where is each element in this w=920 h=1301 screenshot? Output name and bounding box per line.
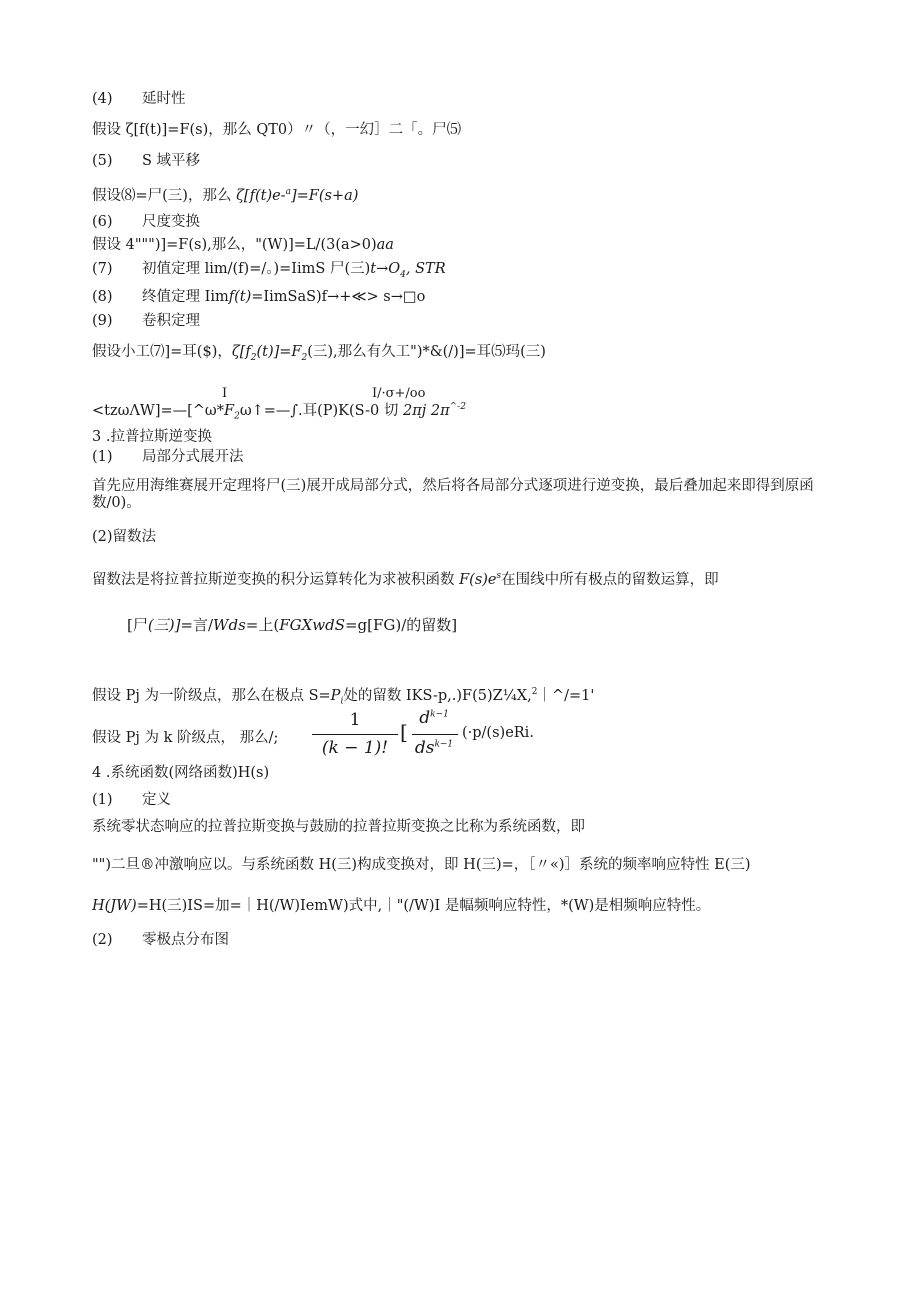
formula-text: ω↑=—∫.耳(P)K(S-0 切: [239, 402, 403, 419]
section-number: (9): [92, 313, 113, 329]
section-6-heading: [92, 213, 200, 231]
impulse-response-line: "")二旦®冲激响应以。与系统函数 H(三)构成变换对，即 H(三)=，［〃«)］系统的频率响应特性 E(三): [92, 857, 751, 873]
section-5-heading: [92, 152, 200, 170]
section-number: (6): [92, 214, 113, 230]
formula-text: F: [224, 402, 235, 419]
residue-formula: [127, 616, 457, 634]
section-title: 延时性: [142, 91, 186, 107]
formula-text: , STR: [405, 261, 446, 277]
formula-text: [尸: [127, 616, 148, 634]
subsection-4-1-heading: [92, 791, 171, 809]
formula-text: 处的留数 IKS-p,.)F(5)Z¼X,: [343, 687, 532, 704]
section-4-heading: [92, 90, 186, 108]
formula-text: 初值定理 lim/(f)=/。)=IimS 尸(三): [142, 261, 371, 277]
subsection-4-2-heading: [92, 931, 229, 949]
definition-paragraph: 系统零状态响应的拉普拉斯变换与鼓励的拉普拉斯变换之比称为系统函数，即: [92, 819, 585, 835]
formula-text: H(JW): [92, 898, 137, 914]
fraction-bar: [412, 734, 458, 735]
formula-text: 假设 ζ[f(t)]=F(s)，那么 QT0）〃（，一幻］二「。尸⑸: [92, 122, 462, 138]
formula-text: (三),那么有久工")*&(/)]=耳⑸玛(三): [307, 344, 546, 360]
formula-text: =g[FG)/的留数]: [344, 616, 458, 634]
section-number: (1): [92, 449, 113, 465]
section-number: (5): [92, 153, 113, 169]
formula-sup: k−1: [430, 709, 449, 720]
fraction-numerator: 1: [349, 710, 361, 730]
derivative-denominator: [412, 738, 456, 758]
section-title: S 域平移: [142, 153, 201, 169]
s-shift-formula: [92, 183, 358, 205]
section-9-heading: [92, 312, 200, 330]
section-3-heading: 3 .拉普拉斯逆变换: [92, 429, 212, 445]
formula-text: 假设 4""")]=F(s),那么，"(W)]=L/(3(a>0): [92, 237, 377, 253]
formula-text: =上(: [245, 616, 280, 634]
formula-text: d: [419, 708, 431, 728]
k-order-pole-text: 假设 Pj 为 k 阶级点， 那么/;: [92, 730, 279, 746]
formula-sup: ^-2: [449, 402, 466, 412]
formula-text: 言/: [192, 616, 214, 634]
formula-text: f(t): [228, 289, 252, 305]
formula-sup: s: [496, 571, 502, 581]
k-order-pole-tail: (·p/(s)eRi.: [462, 725, 534, 741]
partial-fraction-paragraph: 首先应用海维赛展开定理将尸(三)展开成局部分式，然后将各局部分式逐项进行逆变换，最后叠加起来即得到原函数/0)。: [92, 478, 814, 511]
formula-text: 假设⑻=尸(三)，那么: [92, 187, 237, 204]
formula-text: aa: [376, 237, 394, 253]
formula-text: ζ[f(t)e-: [236, 187, 286, 204]
formula-text: <tzωΛW]=—[^ω*: [92, 402, 225, 419]
formula-sup: 2: [531, 687, 538, 697]
formula-text: ]=F(s+a): [290, 187, 359, 204]
residue-paragraph: [92, 567, 719, 589]
first-order-pole-line: [92, 683, 594, 711]
section-title: 卷积定理: [142, 313, 200, 329]
formula-text: ｜^/=1': [537, 687, 595, 704]
formula-text: ζ[f: [231, 344, 251, 360]
formula-text: t→O: [370, 261, 401, 277]
formula-text: 在围线中所有极点的留数运算，即: [501, 571, 719, 588]
subsection-3-1-heading: [92, 448, 244, 466]
formula-text: =H(三)IS=加=｜H(/W)IemW)式中,｜"(/W)I 是幅频响应特性，*(W)是相频响应特性。: [136, 898, 711, 914]
section-8-final-value: [92, 288, 425, 306]
formula-text: 终值定理 Iim: [142, 289, 229, 305]
bracket-open: [: [400, 720, 408, 744]
section-title: 定义: [142, 792, 171, 808]
section-title: 局部分式展开法: [142, 449, 244, 465]
convolution-formula: [92, 343, 546, 367]
formula-sub: 2: [301, 352, 308, 363]
subsection-3-2-heading: (2)留数法: [92, 529, 157, 545]
formula-sub: 4: [400, 269, 406, 280]
section-title: 零极点分布图: [142, 932, 229, 948]
frequency-response-line: [92, 897, 710, 915]
section-title: 尺度变换: [142, 214, 200, 230]
formula-sub: 2: [234, 411, 240, 422]
formula-text: 假设 Pj 为一阶级点，那么在极点 S=: [92, 687, 331, 704]
formula-text: Wds: [213, 616, 246, 634]
section-number: (8): [92, 289, 113, 305]
fraction-bar: [312, 734, 398, 735]
section-number: (7): [92, 261, 113, 277]
formula-sup: a: [285, 187, 291, 197]
scale-formula: [92, 236, 394, 254]
formula-sup: k−1: [434, 739, 454, 750]
formula-text: =IimSaS)f→+≪> s→□o: [251, 289, 426, 305]
formula-text: (三)]=: [147, 616, 193, 634]
formula-text: ds: [414, 738, 435, 758]
section-4-system-function-heading: 4 .系统函数(网络函数)H(s): [92, 765, 270, 781]
formula-text: 2π: [426, 402, 450, 419]
time-shift-formula: [92, 121, 461, 139]
formula-text: 留数法是将拉普拉斯逆变换的积分运算转化为求被积函数: [92, 571, 460, 588]
formula-text: F(s)e: [459, 571, 497, 588]
formula-text: 假设小工⑺]=耳($)，: [92, 344, 232, 360]
formula-sub: i: [340, 696, 344, 707]
section-number: (1): [92, 792, 113, 808]
section-7-initial-value: [92, 260, 446, 284]
formula-text: (t)]=F: [256, 344, 302, 360]
derivative-numerator: [412, 708, 456, 728]
section-number: (2): [92, 932, 113, 948]
formula-text: FGXwdS: [279, 616, 345, 634]
frequency-convolution-formula: [92, 398, 466, 426]
integral-upper-left: I: [222, 386, 228, 401]
integral-upper-right: I/·σ+/oo: [372, 386, 426, 401]
fraction-denominator: (k − 1)!: [321, 738, 389, 758]
formula-sub: 2: [250, 352, 257, 363]
section-number: (4): [92, 91, 113, 107]
formula-text: P: [330, 687, 341, 704]
formula-text: 2πj: [402, 402, 427, 419]
